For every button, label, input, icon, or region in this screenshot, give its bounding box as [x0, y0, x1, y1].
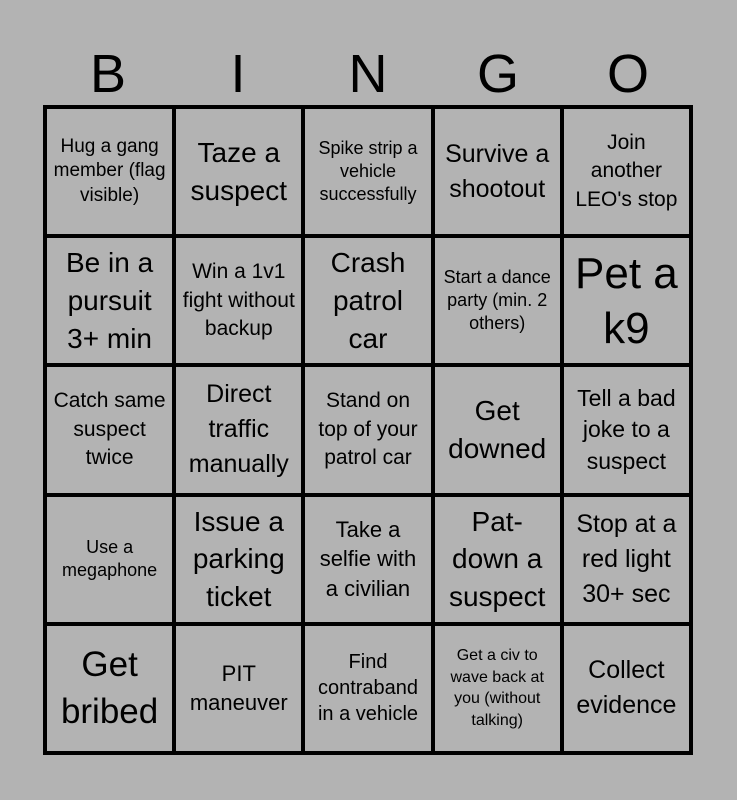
bingo-cell[interactable]: Issue a parking ticket: [174, 495, 303, 624]
bingo-cell[interactable]: Stand on top of your patrol car: [303, 365, 432, 494]
bingo-header: [43, 42, 693, 106]
header-letter-o: O: [606, 44, 649, 104]
bingo-cell[interactable]: Direct traffic manually: [174, 365, 303, 494]
bingo-cell[interactable]: Be in a pursuit 3+ min: [45, 236, 174, 365]
bingo-cell[interactable]: Tell a bad joke to a suspect: [562, 365, 691, 494]
bingo-cell[interactable]: Catch same suspect twice: [45, 365, 174, 494]
bingo-cell[interactable]: Pet a k9: [562, 236, 691, 365]
header-letter-i: I: [230, 44, 246, 104]
bingo-cell[interactable]: Get downed: [433, 365, 562, 494]
bingo-cell[interactable]: Start a dance party (min. 2 others): [433, 236, 562, 365]
bingo-cell[interactable]: Use a megaphone: [45, 495, 174, 624]
bingo-cell[interactable]: PIT maneuver: [174, 624, 303, 753]
bingo-cell[interactable]: Take a selfie with a civilian: [303, 495, 432, 624]
bingo-cell[interactable]: Crash patrol car: [303, 236, 432, 365]
header-letter-n: N: [348, 44, 388, 104]
bingo-cell[interactable]: Hug a gang member (flag visible): [45, 107, 174, 236]
bingo-cell[interactable]: Collect evidence: [562, 624, 691, 753]
header-letter-b: B: [89, 44, 127, 104]
bingo-cell[interactable]: Survive a shootout: [433, 107, 562, 236]
bingo-cell[interactable]: Get a civ to wave back at you (without talking): [433, 624, 562, 753]
bingo-cell[interactable]: Find contraband in a vehicle: [303, 624, 432, 753]
bingo-cell[interactable]: Win a 1v1 fight without backup: [174, 236, 303, 365]
bingo-cell[interactable]: Get bribed: [45, 624, 174, 753]
bingo-cell[interactable]: Spike strip a vehicle successfully: [303, 107, 432, 236]
bingo-cell[interactable]: Pat-down a suspect: [433, 495, 562, 624]
bingo-cell[interactable]: Join another LEO's stop: [562, 107, 691, 236]
header-letter-g: G: [476, 44, 519, 104]
bingo-board: [43, 105, 693, 755]
bingo-cell[interactable]: Stop at a red light 30+ sec: [562, 495, 691, 624]
bingo-cell[interactable]: Taze a suspect: [174, 107, 303, 236]
